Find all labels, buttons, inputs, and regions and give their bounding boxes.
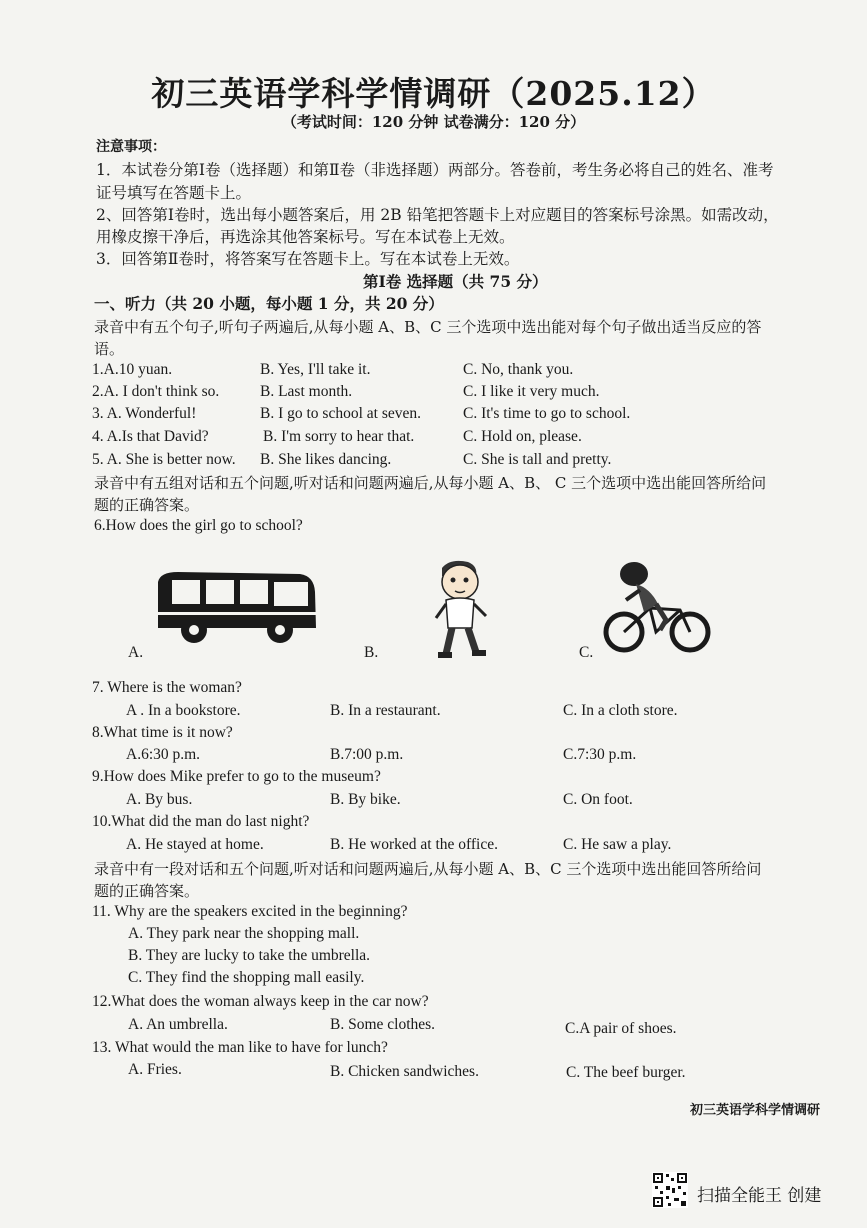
q7-option-a: A . In a bookstore.	[126, 702, 241, 719]
q11-option-c: C. They find the shopping mall easily.	[128, 969, 365, 986]
instruction-2-line-2: 题的正确答案。	[94, 496, 200, 514]
notice-line-3: 2、回答第Ⅰ卷时，选出每小题答案后，用 2B 铅笔把答题卡上对应题目的答案标号涂黑。如需改动，	[96, 206, 779, 224]
q3-option-b: B. I go to school at seven.	[260, 405, 422, 422]
notice-line-2: 证号填写在答题卡上。	[96, 184, 252, 202]
q1-option-b: B. Yes, I'll take it.	[260, 361, 371, 378]
q12-question: 12.What does the woman always keep in the car now?	[92, 993, 429, 1010]
instruction-1-line-2: 语。	[94, 340, 125, 358]
q1-option-a: 1.A.10 yuan.	[92, 361, 173, 378]
q12-option-c: C.A pair of shoes.	[565, 1020, 677, 1037]
q13-question: 13. What would the man like to have for lunch?	[92, 1039, 388, 1056]
qr-code-icon	[652, 1172, 688, 1208]
instruction-3-line-2: 题的正确答案。	[94, 882, 200, 900]
cyclist-picture	[600, 560, 712, 656]
q13-option-a: A. Fries.	[128, 1061, 182, 1078]
q8-option-a: A.6:30 p.m.	[126, 746, 201, 763]
q9-option-c: C. On foot.	[563, 791, 633, 808]
q7-option-b: B. In a restaurant.	[330, 702, 441, 719]
q2-option-b: B. Last month.	[260, 383, 353, 400]
part-title: 一、听力（共 20 小题，每小题 1 分，共 20 分）	[94, 294, 444, 313]
q8-option-c: C.7:30 p.m.	[563, 746, 637, 763]
volume-title: 第Ⅰ卷 选择题（共 75 分）	[363, 272, 548, 291]
q7-question: 7. Where is the woman?	[92, 679, 242, 696]
notice-line-5: 3．回答第Ⅱ卷时，将答案写在答题卡上。写在本试卷上无效。	[96, 250, 520, 268]
q9-question: 9.How does Mike prefer to go to the museum?	[92, 768, 381, 785]
q5-option-c: C. She is tall and pretty.	[463, 451, 612, 468]
notice-line-4: 用橡皮擦干净后，再选涂其他答案标号。写在本试卷上无效。	[96, 228, 515, 246]
instruction-2-line-1: 录音中有五组对话和五个问题,听对话和问题两遍后,从每小题 A、B、 C 三个选项中选出能回答所给问	[94, 474, 767, 492]
exam-info: （考试时间：120 分钟 试卷满分：120 分）	[281, 113, 586, 131]
q6-question: 6.How does the girl go to school?	[94, 517, 303, 534]
q12-option-b: B. Some clothes.	[330, 1016, 436, 1033]
scanner-watermark: 扫描全能王 创建	[697, 1186, 822, 1206]
notice-line-1: 1．本试卷分第Ⅰ卷（选择题）和第Ⅱ卷（非选择题）两部分。答卷前，考生务必将自己的姓名、准考	[96, 161, 774, 179]
q12-option-a: A. An umbrella.	[128, 1016, 228, 1033]
walking-boy-picture	[428, 558, 500, 662]
instruction-3-line-1: 录音中有一段对话和五个问题,听对话和问题两遍后,从每小题 A、B、C 三个选项中选出能回答所给问	[94, 860, 762, 878]
q6-label-b: B.	[364, 644, 379, 661]
q1-option-c: C. No, thank you.	[463, 361, 574, 378]
q10-option-c: C. He saw a play.	[563, 836, 672, 853]
notice-heading: 注意事项：	[96, 139, 166, 155]
q7-option-c: C. In a cloth store.	[563, 702, 678, 719]
q6-label-c: C.	[579, 644, 594, 661]
page-title: 初三英语学科学情调研（2025.12）	[151, 74, 716, 113]
q9-option-a: A. By bus.	[126, 791, 193, 808]
q11-option-b: B. They are lucky to take the umbrella.	[128, 947, 371, 964]
q6-label-a: A.	[128, 644, 144, 661]
q8-option-b: B.7:00 p.m.	[330, 746, 404, 763]
q11-option-a: A. They park near the shopping mall.	[128, 925, 360, 942]
q13-option-c: C. The beef burger.	[566, 1064, 686, 1081]
q10-option-a: A. He stayed at home.	[126, 836, 264, 853]
q5-option-a: 5. A. She is better now.	[92, 451, 236, 468]
q4-option-b: B. I'm sorry to hear that.	[263, 428, 415, 445]
q3-option-a: 3. A. Wonderful!	[92, 405, 197, 422]
instruction-1-line-1: 录音中有五个句子,听句子两遍后,从每小题 A、B、C 三个选项中选出能对每个句子做出适当反应的答	[94, 318, 762, 336]
q10-question: 10.What did the man do last night?	[92, 813, 310, 830]
bus-picture	[150, 568, 320, 646]
q9-option-b: B. By bike.	[330, 791, 401, 808]
q10-option-b: B. He worked at the office.	[330, 836, 499, 853]
q5-option-b: B. She likes dancing.	[260, 451, 392, 468]
q8-question: 8.What time is it now?	[92, 724, 233, 741]
q4-option-a: 4. A.Is that David?	[92, 428, 209, 445]
q11-question: 11. Why are the speakers excited in the beginning?	[92, 903, 408, 920]
footer-page-label: 初三英语学科学情调研	[690, 1103, 821, 1118]
q2-option-c: C. I like it very much.	[463, 383, 600, 400]
q2-option-a: 2.A. I don't think so.	[92, 383, 220, 400]
q3-option-c: C. It's time to go to school.	[463, 405, 631, 422]
q13-option-b: B. Chicken sandwiches.	[330, 1063, 479, 1080]
q4-option-c: C. Hold on, please.	[463, 428, 582, 445]
